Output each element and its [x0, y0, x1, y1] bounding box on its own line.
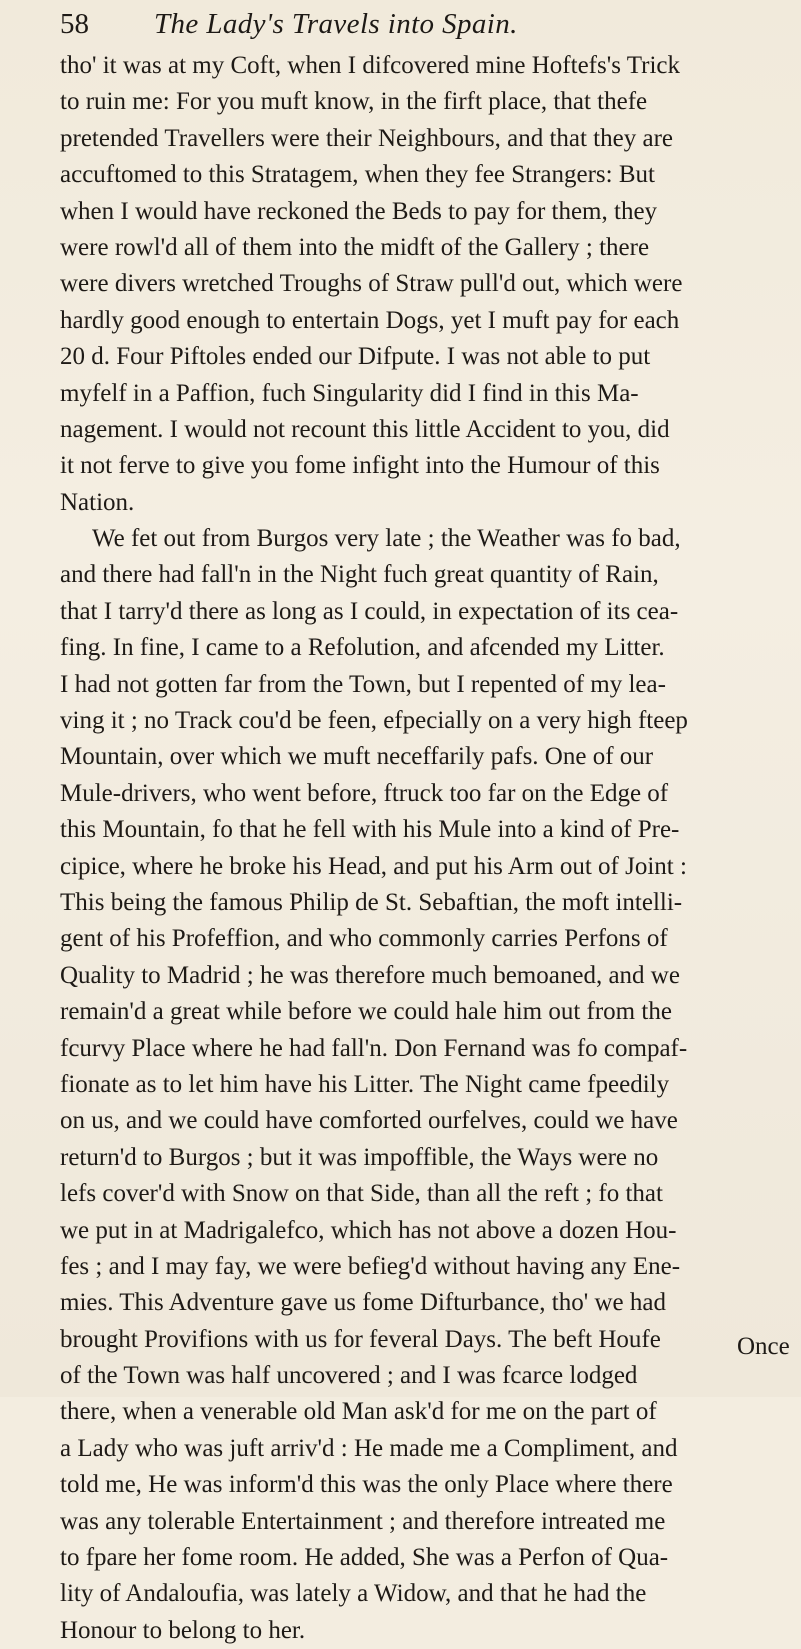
- catchword: Once: [737, 1333, 790, 1360]
- text-line: cipice, where he broke his Head, and put his Arm out of Joint :: [60, 852, 687, 880]
- text-line: Mountain, over which we muft neceffarily pafs. One of our: [60, 743, 654, 771]
- text-line: Nation.: [60, 488, 135, 516]
- text-line: when I would have reckoned the Beds to pay for them, they: [60, 197, 658, 225]
- text-line: was any tolerable Entertainment ; and therefore intreated me: [60, 1507, 666, 1535]
- text-line: We fet out from Burgos very late ; the Weather was fo bad,: [92, 525, 681, 553]
- text-line: we put in at Madrigalefco, which has not above a dozen Hou-: [60, 1216, 677, 1244]
- body-text: [60, 48, 790, 1649]
- text-line: lefs cover'd with Snow on that Side, than all the reft ; fo that: [60, 1180, 663, 1208]
- page-header: [60, 6, 761, 50]
- page-number: 58: [60, 8, 89, 40]
- running-title: The Lady's Travels into Spain.: [154, 8, 518, 40]
- text-line: hardly good enough to entertain Dogs, yet I muft pay for each: [60, 306, 680, 334]
- text-line: nagement. I would not recount this little Accident to you, did: [60, 415, 670, 443]
- text-line: this Mountain, fo that he fell with his Mule into a kind of Pre-: [60, 816, 680, 844]
- text-line: it not ferve to give you fome infight into the Humour of this: [60, 452, 660, 480]
- text-line: to ruin me: For you muft know, in the firft place, that thefe: [60, 88, 648, 116]
- text-line: This being the famous Philip de St. Sebaftian, the moft intelli-: [60, 888, 683, 916]
- text-line: tho' it was at my Coft, when I difcovered mine Hoftefs's Trick: [60, 52, 681, 79]
- text-line: and there had fall'n in the Night fuch great quantity of Rain,: [60, 561, 659, 589]
- text-line: myfelf in a Paffion, fuch Singularity did I find in this Ma-: [60, 379, 639, 407]
- text-line: fionate as to let him have his Litter. The Night came fpeedily: [60, 1070, 670, 1098]
- text-line: Quality to Madrid ; he was therefore much bemoaned, and we: [60, 961, 680, 989]
- text-line: that I tarry'd there as long as I could, in expectation of its cea-: [60, 597, 679, 625]
- text-line: were divers wretched Troughs of Straw pull'd out, which were: [60, 270, 683, 298]
- text-line: brought Provifions with us for feveral Days. The beft Houfe: [60, 1325, 661, 1353]
- text-line: on us, and we could have comforted ourfelves, could we have: [60, 1107, 678, 1135]
- text-line: told me, He was inform'd this was the only Place where there: [60, 1471, 673, 1499]
- text-line: gent of his Profeffion, and who commonly carries Perfons of: [60, 925, 668, 953]
- text-line: remain'd a great while before we could hale him out from the: [60, 998, 672, 1026]
- text-line: to fpare her fome room. He added, She was a Perfon of Qua-: [60, 1544, 669, 1572]
- text-line: fing. In fine, I came to a Refolution, and afcended my Litter.: [60, 634, 665, 662]
- text-line: fes ; and I may fay, we were befieg'd without having any Ene-: [60, 1252, 681, 1280]
- text-line: pretended Travellers were their Neighbours, and that they are: [60, 124, 673, 152]
- text-line: accuftomed to this Stratagem, when they fee Strangers: But: [60, 161, 655, 189]
- text-line: ving it ; no Track cou'd be feen, efpecially on a very high fteep: [60, 707, 688, 735]
- text-line: a Lady who was juft arriv'd : He made me a Compliment, and: [60, 1434, 678, 1462]
- text-line: mies. This Adventure gave us fome Difturbance, tho' we had: [60, 1289, 666, 1317]
- text-line: 20 d. Four Piftoles ended our Difpute. I was not able to put: [60, 343, 651, 371]
- text-line: were rowl'd all of them into the midft of the Gallery ; there: [60, 233, 650, 261]
- text-line: there, when a venerable old Man ask'd for me on the part of: [60, 1398, 657, 1426]
- text-line: I had not gotten far from the Town, but I repented of my lea-: [60, 670, 666, 698]
- text-line: Mule-drivers, who went before, ftruck too far on the Edge of: [60, 779, 669, 807]
- text-line: return'd to Burgos ; but it was impoffible, the Ways were no: [60, 1143, 659, 1171]
- text-line: Honour to belong to her.: [60, 1616, 306, 1644]
- text-line: of the Town was half uncovered ; and I was fcarce lodged: [60, 1362, 638, 1390]
- text-line: lity of Andaloufia, was lately a Widow, and that he had the: [60, 1580, 647, 1608]
- text-line: fcurvy Place where he had fall'n. Don Fernand was fo compaf-: [60, 1034, 688, 1062]
